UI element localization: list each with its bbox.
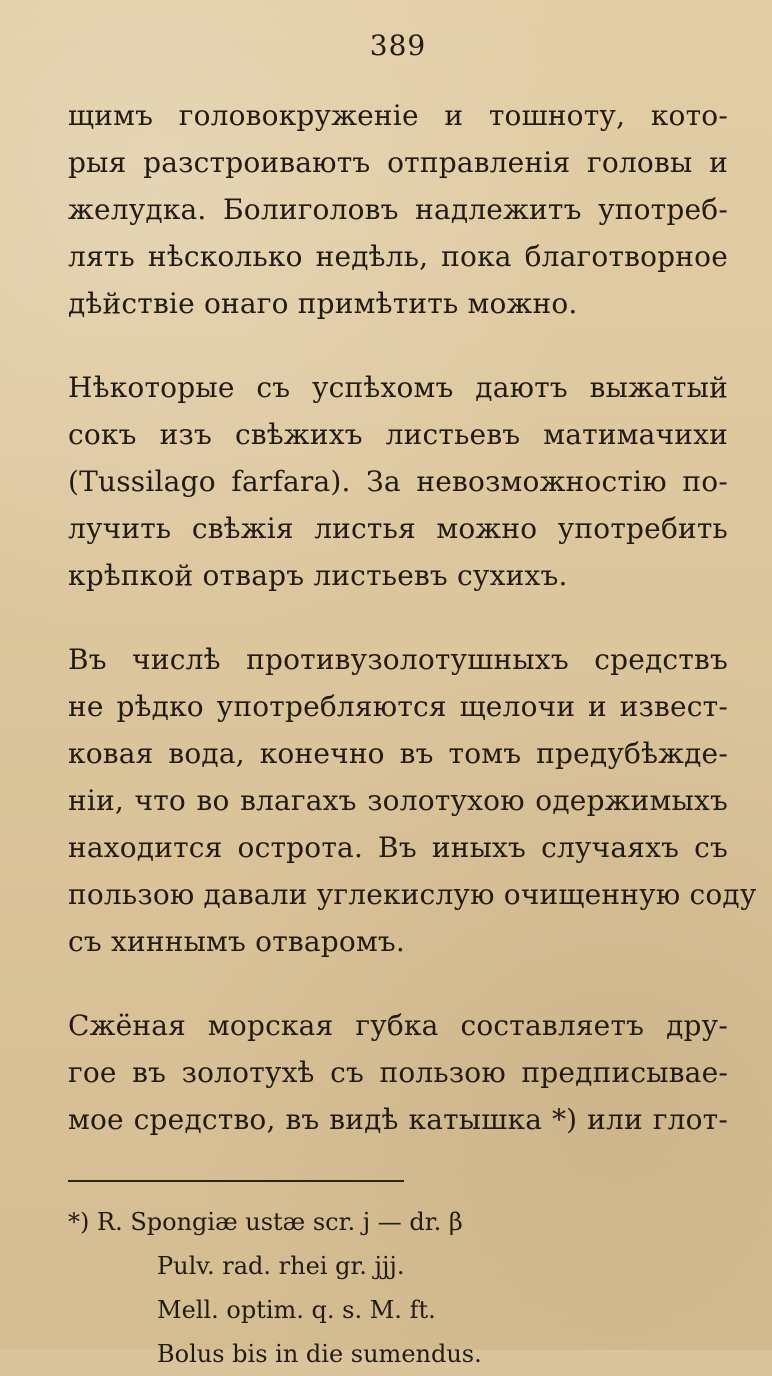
footnote-line: *) R. Spongiæ ustæ scr. j — dr. β (68, 1208, 463, 1236)
text-line: мое средство, въ видѣ катышка *) или глот- (68, 1103, 728, 1136)
text-line: Нѣкоторые съ успѣхомъ даютъ выжатый (68, 371, 728, 404)
footnote-divider (68, 1180, 404, 1182)
text-line: находится острота. Въ иныхъ случаяхъ съ (68, 831, 728, 864)
text-line: рыя разстроиваютъ отправленія головы и (68, 146, 728, 179)
text-line: съ хиннымъ отваромъ. (68, 925, 406, 958)
page-number: 389 (369, 29, 427, 62)
text-line: желудка. Болиголовъ надлежитъ употреб- (68, 193, 728, 226)
text-line: лучить свѣжія листья можно употребить (68, 512, 728, 545)
paragraph-4 (68, 1002, 728, 1143)
text-line: ніи, что во влагахъ золотухою одержимыхъ (68, 784, 728, 817)
footnote-line: Mell. optim. q. s. M. ft. (157, 1296, 436, 1324)
text-line: крѣпкой отваръ листьевъ сухихъ. (68, 559, 568, 592)
text-line: сокъ изъ свѣжихъ листьевъ матимачихи (68, 418, 728, 451)
text-line: ковая вода, конечно въ томъ предубѣжде- (68, 737, 728, 770)
text-line: не рѣдко употребляются щелочи и извест- (68, 690, 728, 723)
paragraph-1 (68, 92, 728, 327)
text-line: лять нѣсколько недѣль, пока благотворное (68, 240, 728, 273)
footnote-line: Bolus bis in die sumendus. (157, 1340, 482, 1368)
text-line: Въ числѣ противузолотушныхъ средствъ (68, 643, 728, 676)
text-line: щимъ головокруженіе и тошноту, кото- (68, 99, 728, 132)
footnote-line: Pulv. rad. rhei gr. jjj. (157, 1252, 405, 1280)
text-line: пользою давали углекислую очищенную соду (68, 878, 757, 911)
paragraph-3 (68, 636, 757, 965)
paragraph-2 (68, 364, 728, 599)
text-line: Сжёная морская губка составляетъ дру- (68, 1009, 728, 1042)
text-line: дѣйствіе онаго примѣтить можно. (68, 287, 578, 320)
text-line: (Tussilago farfara). За невозможностію по- (68, 465, 728, 498)
text-line: гое въ золотухѣ съ пользою предписывае- (68, 1056, 728, 1089)
